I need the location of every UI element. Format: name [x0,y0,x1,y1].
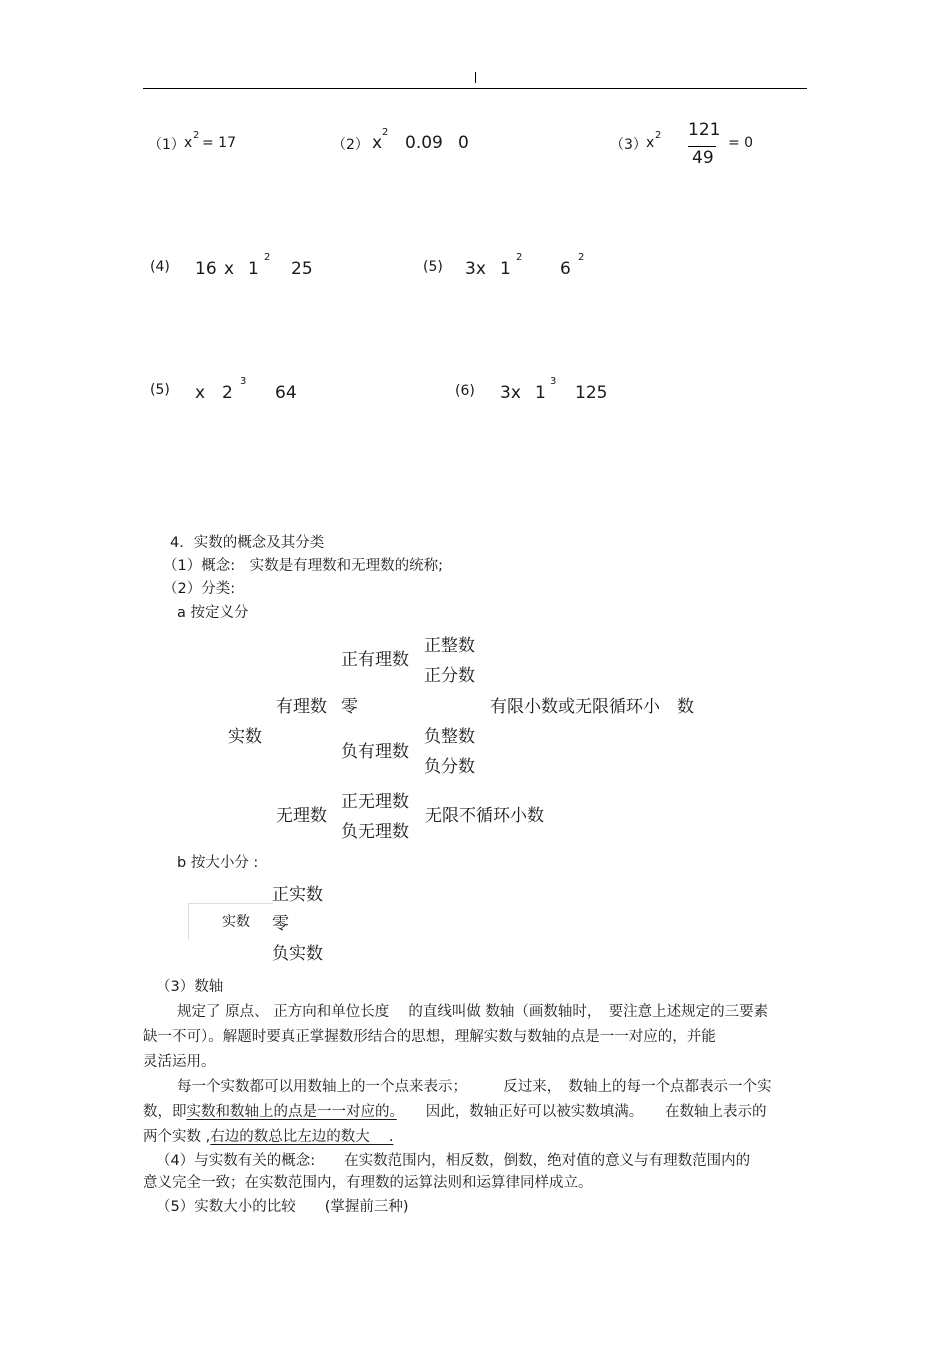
numberline-p1-line3: 灵活运用。 [143,1054,216,1070]
eq6-c: 2 [222,383,233,403]
size-tree-zero: 零 [272,914,289,934]
eq7-c: 1 [535,383,546,403]
related-concepts-line1: （4）与实数有关的概念: 在实数范围内，相反数，倒数，绝对值的意义与有理数范围内的 [156,1153,751,1169]
numberline-p1-line2: 缺一不可）。解题时要真正掌握数形结合的思想，理解实数与数轴的点是一一对应的，并能 [143,1029,716,1045]
numberline-p2-line1: 每一个实数都可以用数轴上的一个点来表示； 反过来， 数轴上的每一个点都表示一个实 [177,1079,772,1095]
tree-real: 实数 [228,727,262,747]
tree-negative-fraction: 负分数 [424,757,475,777]
eq2-base: x [372,133,383,153]
eq5-d: 6 [560,259,571,279]
tree-positive-fraction: 正分数 [424,666,475,686]
header-mark [475,72,476,83]
eq5-exp: 2 [516,252,523,263]
tree-rational-note-end: 数 [677,697,694,717]
numberline-p2-line2 [143,1100,767,1121]
eq1-label: （1） [148,137,185,153]
eq7-a: 3x [500,383,521,403]
eq3-label: （3） [610,137,647,153]
eq7-d: 125 [575,383,608,403]
p2-underlined-rule: 右边的数总比左边的数大 . [210,1129,394,1145]
eq5-exp2: 2 [578,252,585,263]
tree-rational-note: 有限小数或无限循环小 [490,697,660,717]
eq5-a: 3x [465,259,486,279]
size-tree-negative: 负实数 [272,944,323,964]
tree-negative-integer: 负整数 [424,727,475,747]
eq1-rest: = 17 [202,135,236,151]
tree-irrational-note: 无限不循环小数 [425,806,544,826]
eq3-numerator: 121 [688,120,721,140]
fraction-bar [688,146,716,147]
eq3-rest: = 0 [728,135,754,151]
eq2-rest2: 0 [458,133,469,153]
section-title: 4．实数的概念及其分类 [170,535,325,551]
eq1-exp: 2 [193,130,200,141]
eq6-label: (5) [150,382,170,398]
eq1-base: x [184,135,193,151]
tree-positive-integer: 正整数 [424,636,475,656]
eq6-exp: 3 [240,376,247,387]
eq6-a: x [195,383,206,403]
eq4-exp: 2 [264,252,271,263]
numberline-title: （3）数轴 [156,979,224,995]
eq4-d: 25 [291,259,313,279]
tree-negative-rational: 负有理数 [341,742,409,762]
p2-line2-prefix: 数，即 [143,1104,187,1120]
eq5-c: 1 [500,259,511,279]
eq5-label: (5) [423,259,443,275]
classify-line: （2）分类: [163,581,236,597]
eq3-exp: 2 [655,130,662,141]
eq2-exp: 2 [382,127,389,138]
eq4-b: x [224,259,235,279]
eq2-label: （2） [332,137,369,153]
header-rule [143,88,807,89]
eq3-base: x [646,135,655,151]
size-tree-positive: 正实数 [272,885,323,905]
concept-line: （1）概念: 实数是有理数和无理数的统称; [163,558,443,574]
numberline-p2-line3 [143,1125,393,1146]
tree-negative-irrational: 负无理数 [341,822,409,842]
numberline-p1-line1: 规定了 原点、 正方向和单位长度 的直线叫做 数轴（画数轴时， 要注意上述规定的三要素 [177,1004,769,1020]
eq3-denominator: 49 [692,148,714,168]
eq7-exp: 3 [550,376,557,387]
tree-positive-irrational: 正无理数 [341,792,409,812]
size-tree-real: 实数 [222,914,250,930]
comparison-heading: （5）实数大小的比较 (掌握前三种) [156,1199,409,1215]
p2-underlined-statement: 实数和数轴上的点是一一对应的。 [186,1104,397,1120]
eq4-c: 1 [248,259,259,279]
by-size-label: b 按大小分 : [177,855,259,871]
eq4-label: (4) [150,259,170,275]
by-definition-label: a 按定义分 [177,605,249,621]
eq4-a: 16 [195,259,217,279]
tree-rational: 有理数 [276,697,327,717]
related-concepts-line2: 意义完全一致；在实数范围内，有理数的运算法则和运算律同样成立。 [143,1175,593,1191]
tree-zero: 零 [341,697,358,717]
eq7-label: (6) [455,383,475,399]
tree-positive-rational: 正有理数 [341,650,409,670]
tree-irrational: 无理数 [276,806,327,826]
p2-line3-prefix: 两个实数 , [143,1129,211,1145]
eq6-d: 64 [275,383,297,403]
eq2-rest1: 0.09 [405,133,443,153]
p2-line2-suffix: 因此，数轴正好可以被实数填满。 在数轴上表示的 [396,1104,767,1120]
